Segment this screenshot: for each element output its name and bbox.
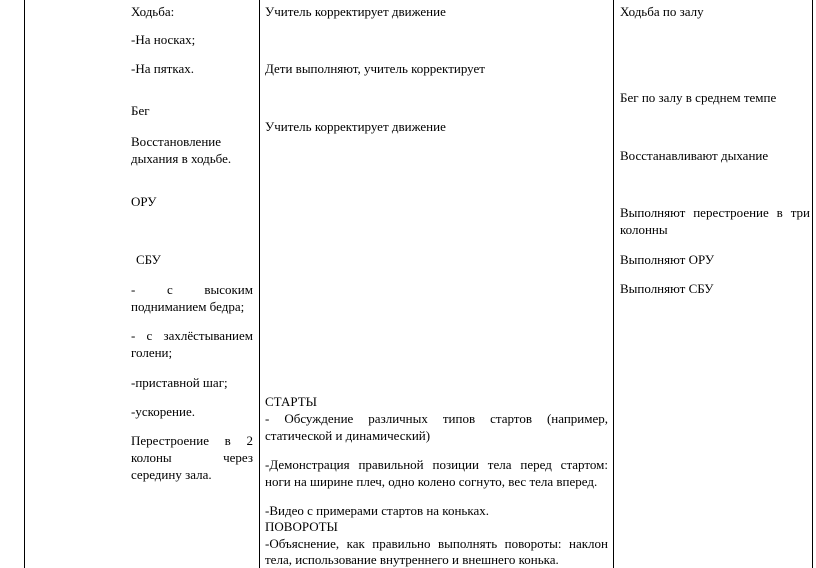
- sbu-item: СБУ: [136, 252, 161, 267]
- student-note-6: Выполняют СБУ: [620, 281, 714, 296]
- recovery-line-1: Восстановление: [131, 134, 222, 149]
- demo-line-1: -Демонстрация правильной позиции тела перед стартом:: [265, 457, 608, 472]
- toes-item: -На носках;: [131, 32, 196, 47]
- run-item: Бег: [131, 103, 150, 118]
- table-border-right: [812, 0, 813, 568]
- heels-item: -На пятках.: [131, 61, 194, 76]
- walk-heading: Ходьба:: [131, 4, 175, 19]
- rebuild-line-1: Перестроение в 2: [131, 433, 253, 448]
- teacher-note-2: Дети выполняют, учитель корректирует: [265, 61, 485, 76]
- side-step-item: -приставной шаг;: [131, 375, 228, 390]
- student-note-2: Бег по залу в среднем темпе: [620, 90, 777, 105]
- student-note-3: Восстанавливают дыхание: [620, 148, 769, 163]
- shin-line-2: голени;: [131, 345, 173, 360]
- turns-line-2: тела, использование внутреннего и внешнего конька.: [265, 552, 559, 567]
- student-note-4-line-2: колонны: [620, 222, 668, 237]
- teacher-note-1: Учитель корректирует движение: [265, 4, 446, 19]
- teacher-note-3: Учитель корректирует движение: [265, 119, 446, 134]
- accel-item: -ускорение.: [131, 404, 195, 419]
- oru-item: ОРУ: [131, 194, 157, 209]
- starts-title: СТАРТЫ: [265, 394, 318, 409]
- turns-title: ПОВОРОТЫ: [265, 519, 338, 534]
- starts-line-2: статической и динамический): [265, 428, 431, 443]
- turns-line-1: -Объяснение, как правильно выполнять повороты: наклон: [265, 536, 608, 551]
- knee-line-1: - с высоким: [131, 282, 253, 297]
- student-note-1: Ходьба по залу: [620, 4, 704, 19]
- knee-line-2: подниманием бедра;: [131, 299, 245, 314]
- demo-line-2: ноги на ширине плеч, одно колено согнуто, вес тела вперед.: [265, 474, 598, 489]
- rebuild-line-2: колоны через: [131, 450, 253, 465]
- recovery-line-2: дыхания в ходьбе.: [131, 151, 232, 166]
- rebuild-line-3: середину зала.: [131, 467, 212, 482]
- starts-line-1: - Обсуждение различных типов стартов (например,: [265, 411, 608, 426]
- table-divider-1: [259, 0, 260, 568]
- table-border-left: [24, 0, 25, 568]
- student-note-5: Выполняют ОРУ: [620, 252, 715, 267]
- shin-line-1: - с захлёстыванием: [131, 328, 253, 343]
- table-divider-2: [613, 0, 614, 568]
- video-item: -Видео с примерами стартов на коньках.: [265, 503, 489, 518]
- student-note-4-line-1: Выполняют перестроение в три: [620, 205, 810, 220]
